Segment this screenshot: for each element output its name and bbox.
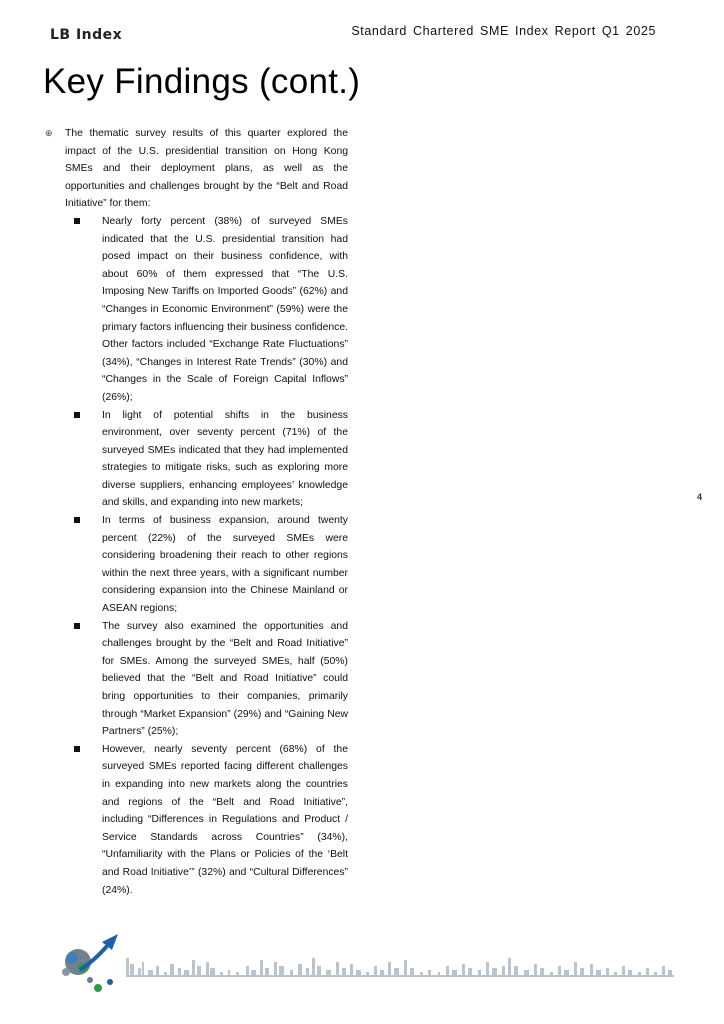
- key-findings-content: [47, 125, 348, 899]
- square-bullet-icon: [74, 218, 80, 224]
- globe-arrow-icon: [62, 934, 118, 992]
- lb-index-logo: LB Index: [50, 27, 123, 43]
- finding-text: In light of potential shifts in the business environment, over seventy percent (71%) of the surveyed SMEs indicated that they had implemented strategies to mitigate risks, such as exploring more diverse suppliers, enhancing employees’ knowledge and skills, and expanding into new markets;: [102, 409, 348, 509]
- intro-paragraph: [47, 125, 348, 213]
- square-bullet-icon: [74, 517, 80, 523]
- page-number: 4: [697, 492, 703, 502]
- intro-text: The thematic survey results of this quarter explored the impact of the U.S. presidential transition on Hong Kong SMEs and their deployment plans, as well as the opportunities and challenges brought by the “Belt and Road Initiative” for them:: [65, 128, 348, 210]
- list-item: [47, 407, 348, 513]
- finding-text: However, nearly seventy percent (68%) of the surveyed SMEs reported facing different challenges in expanding into new markets along the countries and regions of the “Belt and Road Initiative”, including “Differences in Regulations and Product / Service Standards across Countries” (34%), “Unfamiliarity with the Plans or Policies of the ‘Belt and Road Initiative’” (32%) and “Cultural Differences” (24%).: [102, 743, 348, 896]
- square-bullet-icon: [74, 623, 80, 629]
- list-item: [47, 512, 348, 618]
- page-title: Key Findings (cont.): [43, 62, 361, 101]
- list-item: [47, 213, 348, 407]
- square-bullet-icon: [74, 412, 80, 418]
- list-item: [47, 618, 348, 741]
- report-title: Standard Chartered SME Index Report Q1 2025: [351, 24, 656, 38]
- finding-text: The survey also examined the opportunities and challenges brought by the “Belt and Road Initiative” for SMEs. Among the surveyed SMEs, half (50%) believed that the “Belt and Road Initiative” could bring opportunities to their companies, primarily through “Market Expansion” (29%) and “Gaining New Partners” (25%);: [102, 620, 348, 738]
- findings-list: [47, 213, 348, 899]
- footer-skyline-banner: [50, 928, 680, 1008]
- finding-text: In terms of business expansion, around twenty percent (22%) of the surveyed SMEs were considering broadening their reach to other regions within the next three years, with a significant number considering expansion into the Chinese Mainland or ASEAN regions;: [102, 515, 348, 615]
- circled-plus-icon: ⊕: [45, 128, 53, 138]
- city-skyline: [126, 958, 674, 977]
- list-item: [47, 741, 348, 899]
- square-bullet-icon: [74, 746, 80, 752]
- finding-text: Nearly forty percent (38%) of surveyed SMEs indicated that the U.S. presidential transition had posed impact on their business confidence, with about 60% of them expressed that “The U.S. Imposing New Tariffs on Imported Goods” (62%) and “Changes in Economic Environment” (59%) were the primary factors influencing their business confidence. Other factors included “Exchange Rate Fluctuations” (34%), “Changes in Interest Rate Trends” (30%) and “Changes in the Scale of Foreign Capital Inflows” (26%);: [102, 215, 348, 403]
